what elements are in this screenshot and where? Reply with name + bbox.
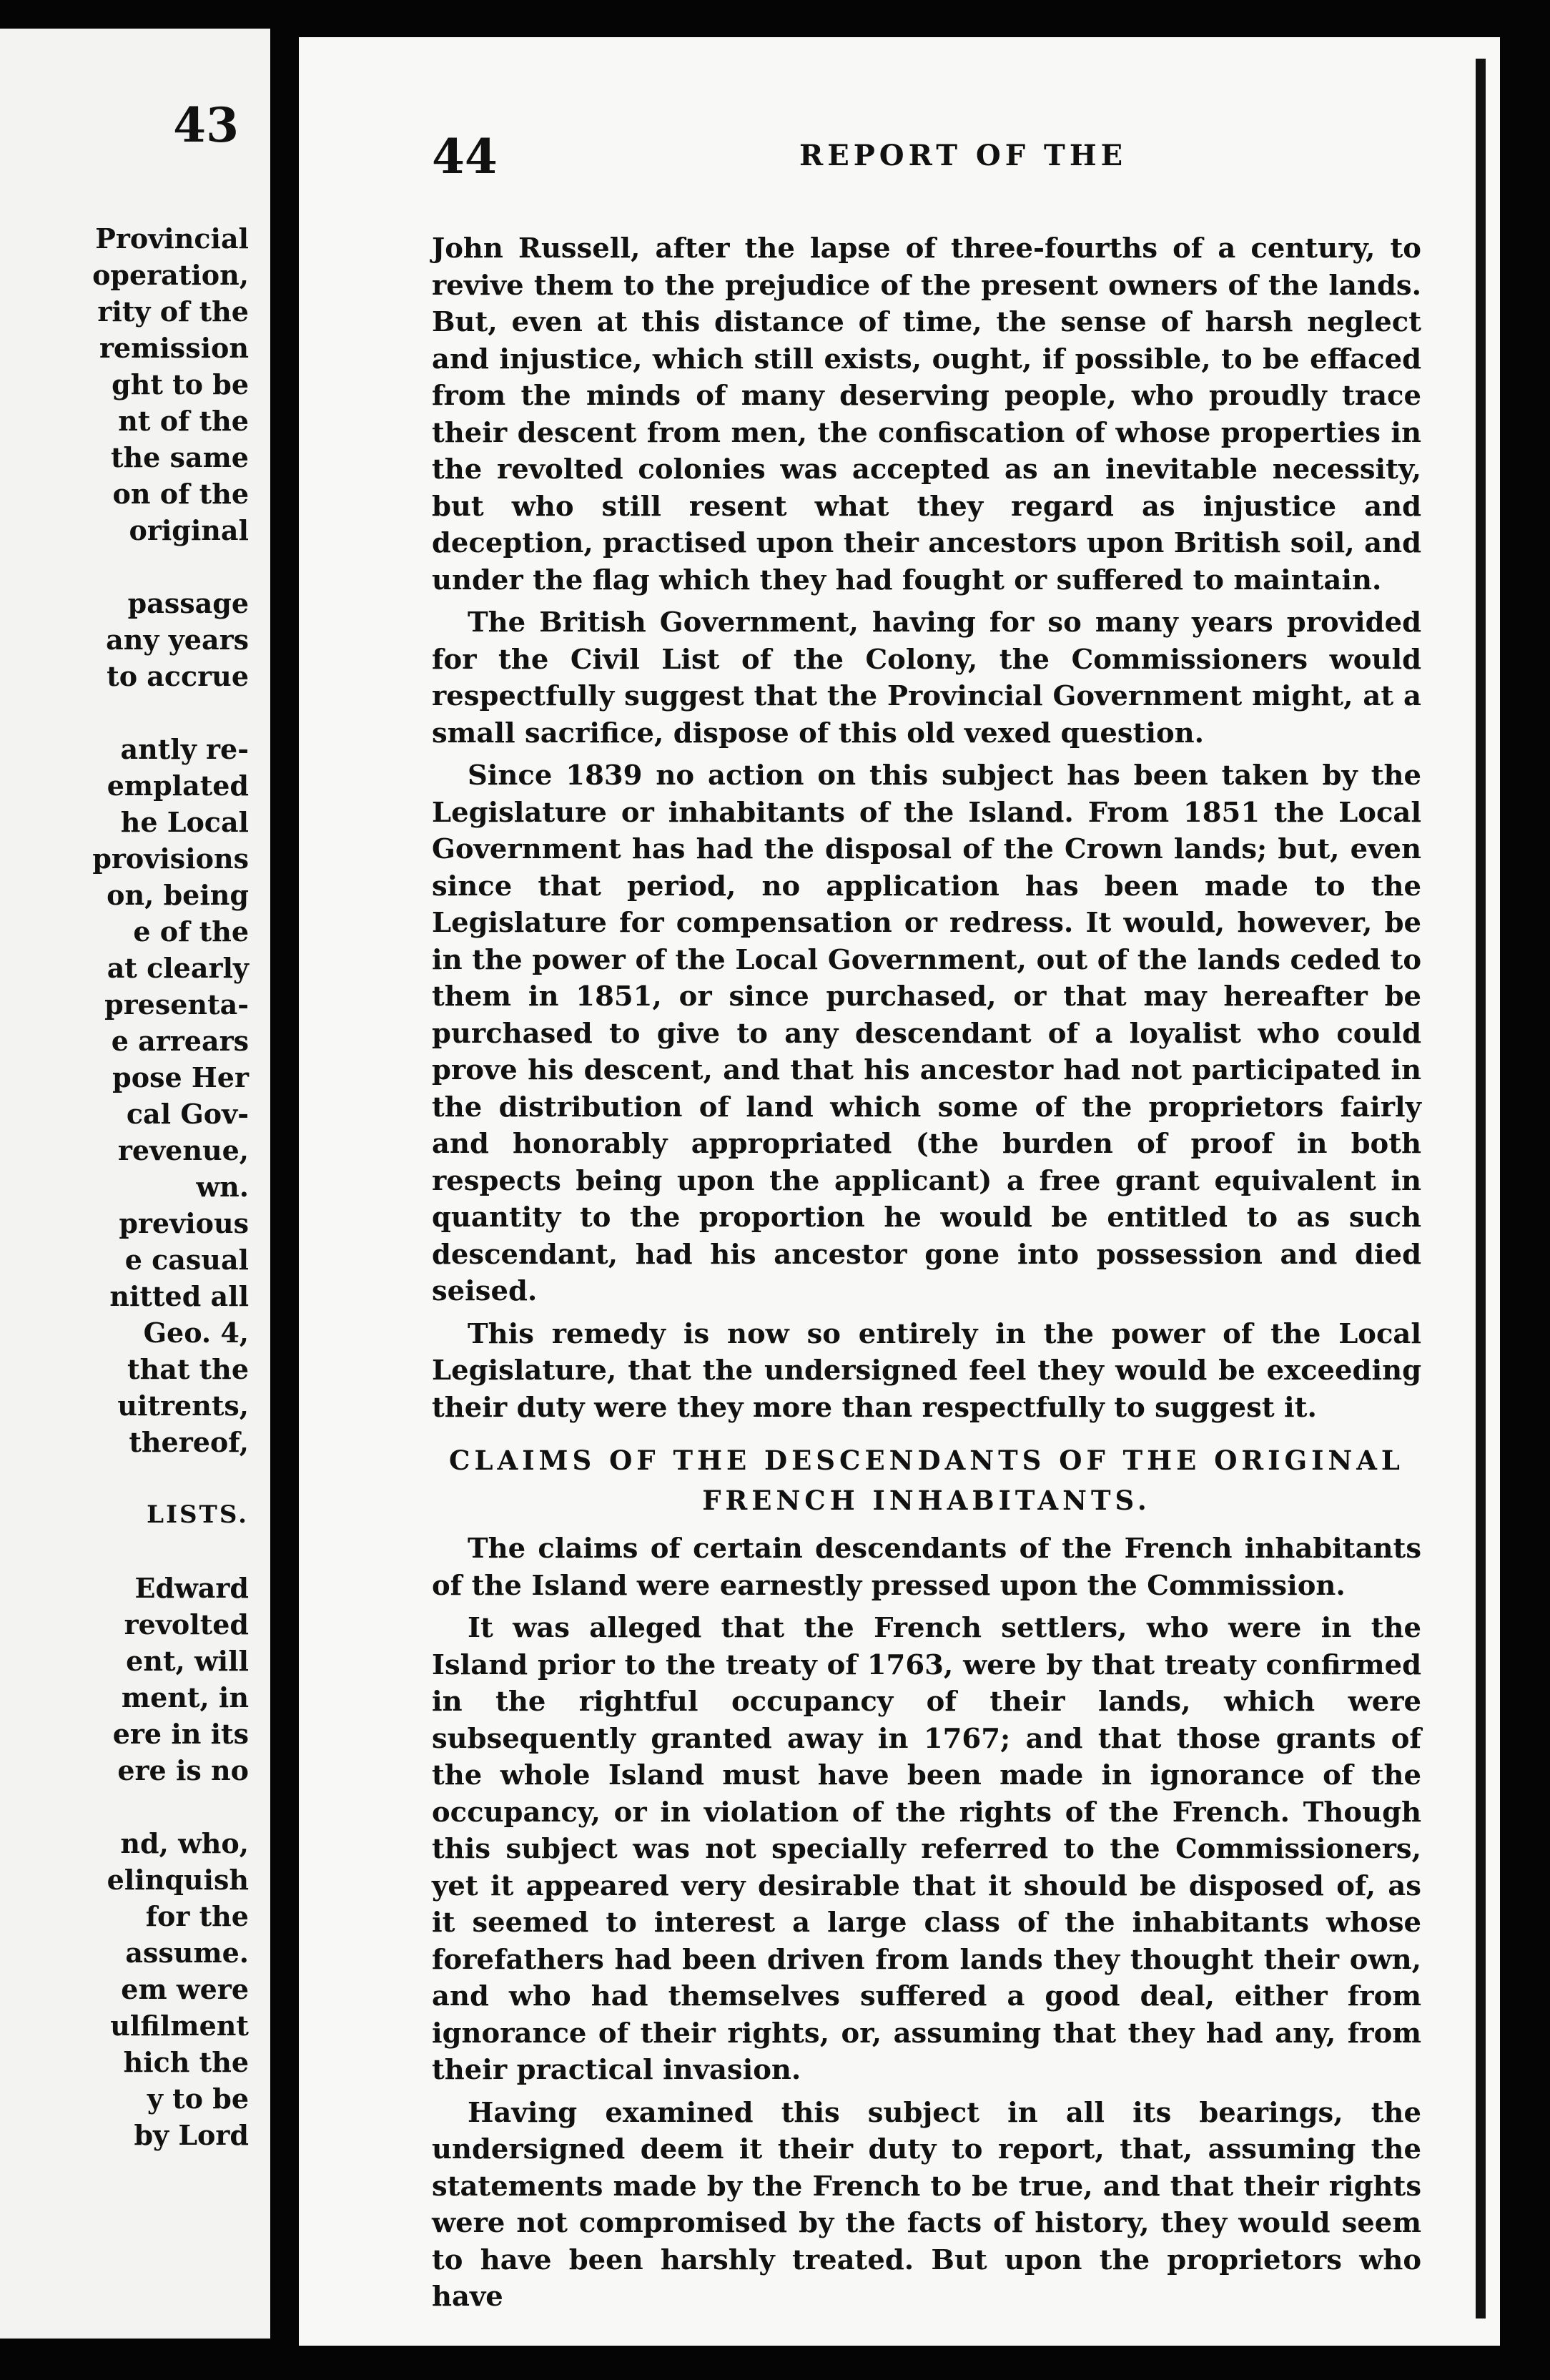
- left-page-line: operation,: [92, 259, 249, 291]
- paragraph: The British Government, having for so many years provided for the Civil List of the Colony, the Commissioners would respectfully suggest that the Provincial Government might, at a small sacrifice, dispose of this old vexed question.: [432, 606, 1421, 749]
- left-page-line: nd, who,: [120, 1827, 249, 1859]
- left-page-number: 43: [173, 97, 239, 153]
- left-page-line: emplated: [107, 769, 249, 802]
- line-gap: [92, 1533, 249, 1570]
- left-page-line: e of the: [133, 915, 249, 948]
- left-page-line: ght to be: [112, 368, 249, 400]
- left-page-line: nitted all: [109, 1280, 249, 1312]
- left-page-line: on, being: [107, 879, 249, 911]
- line-gap: [92, 694, 249, 731]
- left-page-line: Provincial: [95, 222, 249, 255]
- left-page-line: Edward: [134, 1572, 249, 1604]
- left-page-line: ere is no: [117, 1754, 249, 1786]
- section-heading-line: FRENCH INHABITANTS.: [702, 1485, 1151, 1516]
- section-heading-line: CLAIMS OF THE DESCENDANTS OF THE ORIGINAL: [449, 1445, 1404, 1476]
- paragraph: Since 1839 no action on this subject has been taken by the Legislature or inhabitants of the Island. From 1851 the Local Government has had the disposal of the Crown lands; but, even since that period, no application has been made to the Legislature for compensation or redress. It would, however, be in the power of the Local Government, out of the lands ceded to them in 1851, or since purchased, or that may hereafter be purchased to give to any descendant of a loyalist who could prove his descent, and that his ancestor had not participated in the distribution of land which some of the proprietors fairly and honorably appropriated (the burden of proof in both respects being upon the applicant) a free grant equivalent in quantity to the proportion he would be entitled to as such descendant, had his ancestor gone into possession and died seised.: [432, 759, 1421, 1307]
- left-page-line: ere in its: [112, 1718, 249, 1750]
- left-page-line: ulfilment: [110, 2010, 249, 2042]
- left-page-line: at clearly: [107, 952, 249, 984]
- paragraph: This remedy is now so entirely in the power of the Local Legislature, that the undersigned feel they would be exceeding their duty were they more than respectfully to suggest it.: [432, 1317, 1421, 1424]
- left-page-line: on of the: [112, 478, 249, 510]
- running-head: REPORT OF THE: [799, 139, 1127, 172]
- left-page-line: antly re-: [120, 733, 249, 765]
- right-page: [299, 37, 1500, 2346]
- paragraph: John Russell, after the lapse of three-fourths of a century, to revive them to the prejudice of the present owners of the lands. But, even at this distance of time, the sense of harsh neglect and injustice, which still exists, ought, if possible, to be effaced from the minds of many deserving people, who proudly trace their descent from men, the confiscation of whose properties in the revolted colonies was accepted as an inevitable necessity, but who still resent what they regard as injustice and deception, practised upon their ancestors upon British soil, and under the flag which they had fought or suffered to maintain.: [432, 232, 1421, 596]
- left-page-line: cal Gov-: [126, 1098, 249, 1130]
- line-gap: [92, 1460, 249, 1497]
- left-page-line: revenue,: [117, 1134, 249, 1166]
- paragraph: It was alleged that the French settlers, who were in the Island prior to the treaty of 1763, were by that treaty confirmed in the rightful occupancy of their lands, which were subsequently granted away in 1767; and that those grants of the whole Island must have been made in ignorance of the occupancy, or in violation of the rights of the French. Though this subject was not specially referred to the Commissioners, yet it appeared very desirable that it should be disposed of, as it seemed to interest a large class of the inhabitants whose forefathers had been driven from lands they thought their own, and who had themselves suffered a good deal, either from ignorance of their rights, or, assuming that they had any, from their practical invasion.: [432, 1612, 1421, 2086]
- left-page-line: to accrue: [107, 660, 249, 692]
- left-page-line: revolted: [124, 1608, 249, 1641]
- page-body: [432, 230, 1421, 2321]
- left-page-line: y to be: [147, 2082, 249, 2115]
- left-page-line: by Lord: [134, 2119, 249, 2151]
- left-page-line: wn.: [196, 1171, 249, 1203]
- line-gap: [92, 549, 249, 585]
- left-page-line: assume.: [125, 1937, 249, 1969]
- left-page-text: [92, 220, 249, 2153]
- left-page-line: that the: [127, 1353, 249, 1385]
- page-edge-shadow: [1476, 59, 1486, 2318]
- left-page-line: hich the: [123, 2046, 249, 2078]
- paragraph: Having examined this subject in all its bearings, the undersigned deem it their duty to report, that, assuming the statements made by the French to be true, and that their rights were not compromised by the facts of history, they would seem to have been harshly treated. But upon the proprietors who have: [432, 2096, 1421, 2313]
- left-page-line: uitrents,: [117, 1390, 249, 1422]
- left-page-line: em were: [121, 1973, 249, 2005]
- left-page-line: presenta-: [104, 988, 249, 1021]
- left-page-line: previous: [119, 1207, 249, 1239]
- left-page-line: ent, will: [126, 1645, 249, 1677]
- left-page-line: elinquish: [107, 1864, 249, 1896]
- left-page-line: passage: [127, 587, 249, 619]
- line-gap: [92, 1789, 249, 1825]
- left-page-line: the same: [111, 441, 249, 473]
- left-page-line: ment, in: [121, 1681, 249, 1713]
- left-page-line: he Local: [120, 806, 249, 838]
- left-page-line: remission: [99, 332, 249, 364]
- left-page: [0, 29, 270, 2339]
- left-page-line: e casual: [124, 1244, 249, 1276]
- left-page-line: nt of the: [118, 405, 249, 437]
- left-page-line: for the: [145, 1900, 249, 1932]
- left-page-line: thereof,: [129, 1426, 249, 1458]
- left-page-line: rity of the: [97, 295, 249, 328]
- section-heading: [432, 1440, 1421, 1520]
- left-page-line: LISTS.: [147, 1500, 249, 1529]
- left-page-line: any years: [106, 624, 249, 656]
- left-page-line: pose Her: [112, 1061, 249, 1093]
- left-page-line: Geo. 4,: [143, 1317, 249, 1349]
- left-page-line: e arrears: [111, 1025, 249, 1057]
- left-page-line: provisions: [92, 842, 249, 875]
- paragraph: The claims of certain descendants of the French inhabitants of the Island were earnestly pressed upon the Commission.: [432, 1533, 1421, 1602]
- page-number: 44: [432, 129, 498, 185]
- left-page-line: original: [129, 514, 249, 546]
